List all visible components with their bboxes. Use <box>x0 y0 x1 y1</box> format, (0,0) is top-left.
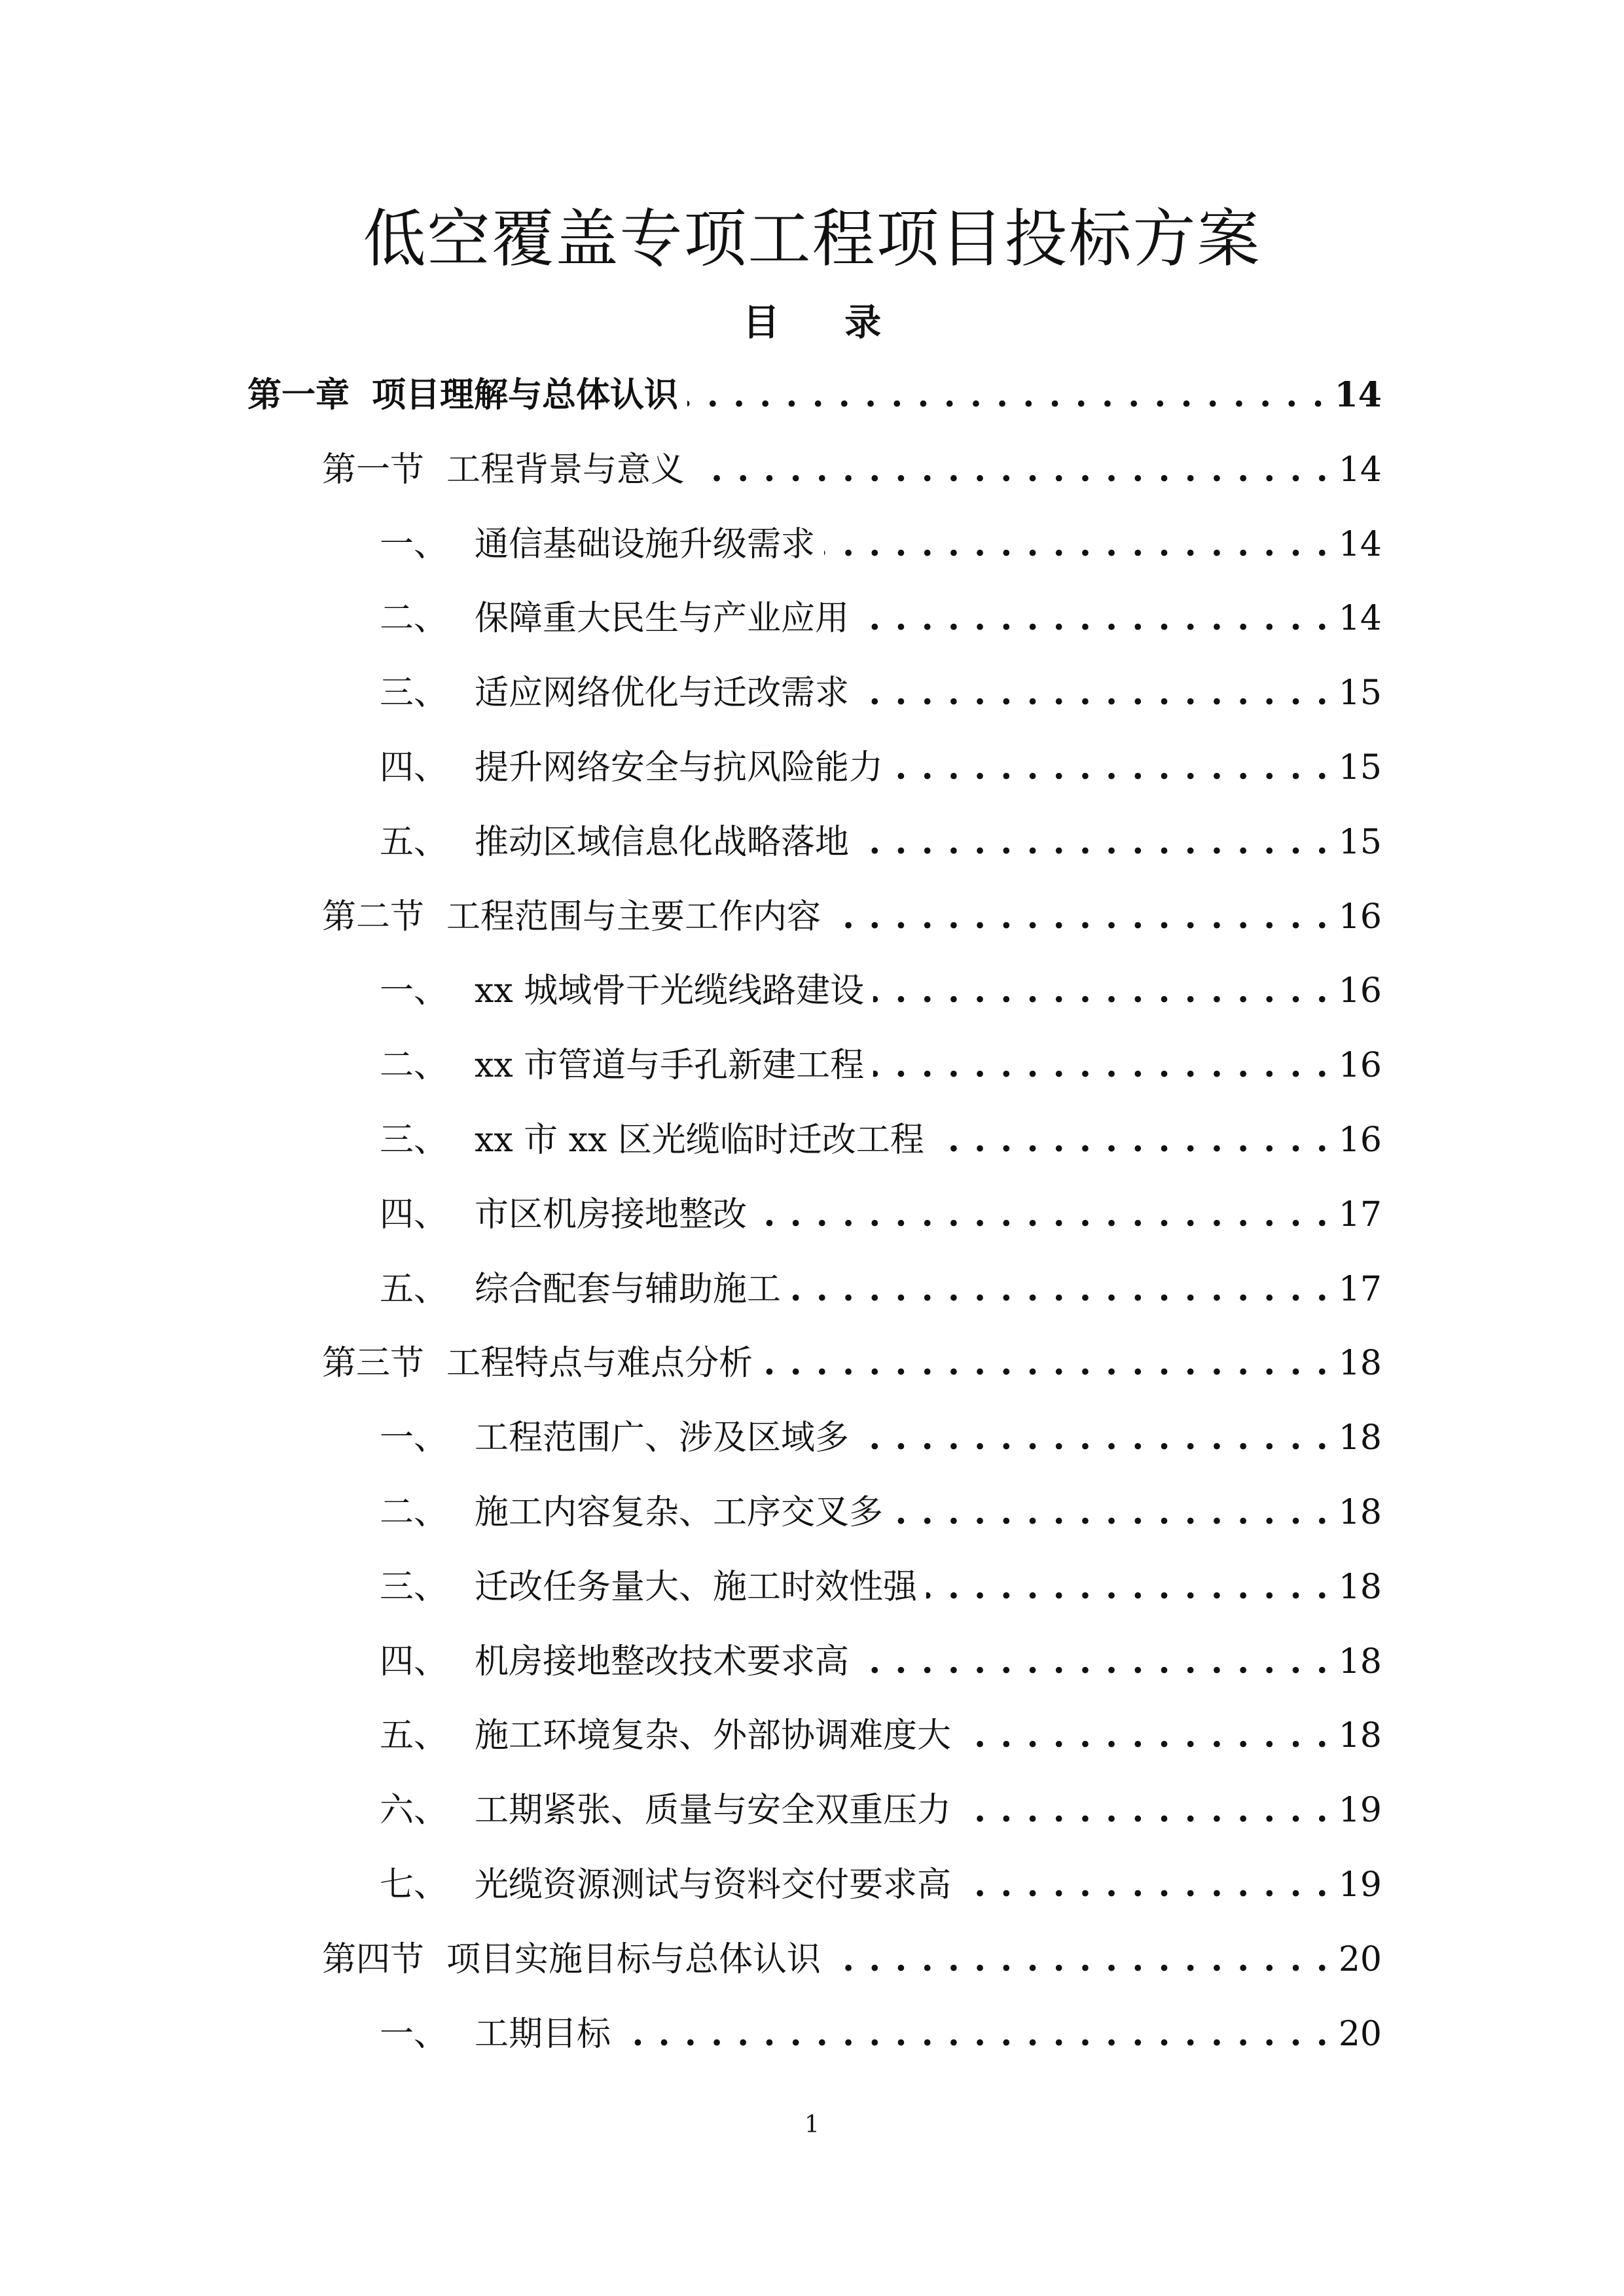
toc-entry-spacer <box>424 889 446 944</box>
toc-entry-page: 15 <box>1338 823 1382 862</box>
toc-entry-number: 一、 <box>380 2015 448 2054</box>
toc-entry-text: 工期紧张、质量与安全双重压力 <box>475 1791 952 1830</box>
toc-entry-page: 16 <box>1338 971 1382 1011</box>
toc-entry[interactable] <box>380 1783 1382 1838</box>
toc-dot-leader <box>933 1113 1329 1168</box>
toc-entry-number: 二、 <box>380 599 448 638</box>
toc-dot-leader <box>858 591 1329 646</box>
toc-entry[interactable] <box>247 368 1382 423</box>
toc-dot-leader <box>960 1783 1329 1838</box>
toc-entry[interactable] <box>322 442 1382 497</box>
toc-dot-leader <box>790 1262 1329 1317</box>
toc-entry-number: 一、 <box>380 1418 448 1458</box>
toc-entry-number: 四、 <box>380 1642 448 1681</box>
toc-dot-leader <box>824 517 1329 572</box>
toc-entry-text: 施工环境复杂、外部协调难度大 <box>475 1716 952 1755</box>
toc-entry-page: 14 <box>1338 525 1382 564</box>
toc-entry[interactable] <box>380 1038 1382 1093</box>
toc-entry-number: 一、 <box>380 525 448 564</box>
toc-entry-number: 五、 <box>380 1716 448 1755</box>
toc-entry-spacer <box>424 1932 446 1987</box>
toc-entry-label <box>322 889 821 944</box>
toc-entry-page: 14 <box>1338 599 1382 638</box>
toc-entry-page: 16 <box>1338 1121 1382 1160</box>
toc-entry-label <box>380 1634 849 1689</box>
toc-dot-leader <box>873 1038 1329 1093</box>
toc-entry-label <box>380 1410 849 1465</box>
toc-entry-number: 一、 <box>380 971 448 1011</box>
toc-entry[interactable] <box>380 517 1382 572</box>
toc-dot-leader <box>694 442 1329 497</box>
toc-entry-label <box>322 1336 753 1391</box>
toc-entry[interactable] <box>322 1336 1382 1391</box>
page-number: 1 <box>804 2111 820 2138</box>
toc-entry-number: 二、 <box>380 1046 448 1085</box>
toc-entry-label <box>380 666 849 721</box>
toc-entry-page: 18 <box>1338 1716 1382 1755</box>
toc-entry-label <box>380 1783 951 1838</box>
toc-entry[interactable] <box>380 1560 1382 1615</box>
toc-entry-number: 四、 <box>380 748 448 787</box>
toc-entry-number: 第一节 <box>322 450 425 490</box>
toc-entry-text: 保障重大民生与产业应用 <box>475 599 850 638</box>
toc-entry-page: 20 <box>1338 1940 1382 1979</box>
toc-entry-spacer <box>350 368 372 423</box>
toc-entry[interactable] <box>380 666 1382 721</box>
toc-dot-leader <box>830 1932 1329 1987</box>
toc-entry[interactable] <box>380 1262 1382 1317</box>
toc-entry-page: 18 <box>1338 1642 1382 1681</box>
toc-entry-text: 适应网络优化与迁改需求 <box>475 673 850 713</box>
toc-entry-page: 16 <box>1338 897 1382 937</box>
toc-entry-number: 二、 <box>380 1493 448 1532</box>
toc-entry-text: xx 市管道与手孔新建工程 <box>475 1046 865 1085</box>
toc-entry[interactable] <box>380 815 1382 870</box>
toc-entry-label <box>380 1187 747 1242</box>
toc-entry-label <box>247 368 678 423</box>
toc-entry-number: 第三节 <box>322 1344 425 1383</box>
toc-entry-number: 三、 <box>380 1121 448 1160</box>
toc-entry-page: 20 <box>1338 2015 1382 2054</box>
toc-dot-leader <box>858 815 1329 870</box>
toc-entry-text: 工期目标 <box>475 2015 611 2054</box>
toc-dot-leader <box>756 1187 1329 1242</box>
toc-entry-label <box>322 1932 821 1987</box>
toc-entry[interactable] <box>380 1113 1382 1168</box>
toc-entry-page: 18 <box>1338 1418 1382 1458</box>
toc-entry-number: 七、 <box>380 1865 448 1905</box>
toc-entry-text: xx 城域骨干光缆线路建设 <box>475 971 865 1011</box>
toc-entry-text: 综合配套与辅助施工 <box>475 1270 782 1309</box>
toc-entry-text: 通信基础设施升级需求 <box>475 525 816 564</box>
toc-entry-number: 第二节 <box>322 897 425 937</box>
toc-entry-text: 推动区域信息化战略落地 <box>475 823 850 862</box>
toc-entry[interactable] <box>380 591 1382 646</box>
toc-dot-leader <box>926 1560 1329 1615</box>
toc-entry-spacer <box>424 442 446 497</box>
toc-entry-page: 18 <box>1338 1493 1382 1532</box>
toc-entry[interactable] <box>380 1410 1382 1465</box>
toc-entry-text: 工程范围广、涉及区域多 <box>475 1418 850 1458</box>
toc-entry-text: 施工内容复杂、工序交叉多 <box>475 1493 884 1532</box>
toc-entry[interactable] <box>322 889 1382 944</box>
toc-entry-page: 19 <box>1338 1865 1382 1905</box>
toc-entry-label <box>380 1485 883 1540</box>
toc-entry-page: 17 <box>1338 1195 1382 1234</box>
toc-entry-number: 第一章 <box>247 375 350 415</box>
toc-entry-page: 17 <box>1338 1270 1382 1309</box>
toc-dot-leader <box>960 1708 1329 1763</box>
toc-entry[interactable] <box>322 1932 1382 1987</box>
toc-dot-leader <box>858 1634 1329 1689</box>
toc-entry[interactable] <box>380 2007 1382 2062</box>
toc-entry[interactable] <box>380 740 1382 795</box>
toc-dot-leader <box>892 740 1329 795</box>
toc-entry-label <box>322 442 685 497</box>
toc-entry-label <box>380 1038 864 1093</box>
toc-entry-number: 六、 <box>380 1791 448 1830</box>
toc-entry-label <box>380 815 849 870</box>
toc-entry-label <box>380 1560 917 1615</box>
toc-entry-page: 14 <box>1334 375 1382 415</box>
toc-entry-text: 提升网络安全与抗风险能力 <box>475 748 884 787</box>
toc-dot-leader <box>960 1857 1329 1912</box>
toc-entry[interactable] <box>380 1857 1382 1912</box>
toc-entry-number: 四、 <box>380 1195 448 1234</box>
toc-entry-text: 工程范围与主要工作内容 <box>446 897 821 937</box>
toc-entry-label <box>380 2007 611 2062</box>
toc-entry-text: 光缆资源测试与资料交付要求高 <box>475 1865 952 1905</box>
toc-entry-page: 18 <box>1338 1568 1382 1607</box>
toc-entry-label <box>380 1708 951 1763</box>
toc-entry[interactable] <box>380 1187 1382 1242</box>
toc-entry-label <box>380 1262 781 1317</box>
toc-dot-leader <box>873 963 1329 1018</box>
toc-entry-spacer <box>424 1336 446 1391</box>
toc-entry-text: xx 市 xx 区光缆临时迁改工程 <box>475 1121 924 1160</box>
toc-entry-number: 三、 <box>380 673 448 713</box>
toc-entry-number: 第四节 <box>322 1940 425 1979</box>
toc-dot-leader <box>892 1485 1329 1540</box>
toc-dot-leader <box>858 666 1329 721</box>
toc-entry-number: 五、 <box>380 1270 448 1309</box>
toc-entry-number: 三、 <box>380 1568 448 1607</box>
toc-entry-label <box>380 591 849 646</box>
toc-entry-page: 15 <box>1338 748 1382 787</box>
toc-dot-leader <box>687 368 1326 423</box>
toc-entry[interactable] <box>380 1708 1382 1763</box>
toc-entry-label <box>380 963 864 1018</box>
toc-entry-text: 项目实施目标与总体认识 <box>446 1940 821 1979</box>
document-title: 低空覆盖专项工程项目投标方案 <box>363 202 1261 276</box>
toc-entry-text: 项目理解与总体认识 <box>372 375 679 415</box>
toc-entry-page: 19 <box>1338 1791 1382 1830</box>
toc-dot-leader <box>830 889 1329 944</box>
toc-dot-leader <box>762 1336 1329 1391</box>
toc-entry-label <box>380 517 815 572</box>
toc-entry-text: 迁改任务量大、施工时效性强 <box>475 1568 918 1607</box>
toc-entry-label <box>380 740 883 795</box>
toc-entry-label <box>380 1857 951 1912</box>
toc-entry-text: 工程特点与难点分析 <box>446 1344 753 1383</box>
toc-entry-page: 16 <box>1338 1046 1382 1085</box>
toc-dot-leader <box>620 2007 1329 2062</box>
toc-entry-text: 工程背景与意义 <box>446 450 685 490</box>
toc-entry[interactable] <box>380 1485 1382 1540</box>
toc-entry[interactable] <box>380 963 1382 1018</box>
toc-entry-text: 市区机房接地整改 <box>475 1195 748 1234</box>
toc-entry-page: 15 <box>1338 673 1382 713</box>
toc-heading: 目 录 <box>742 301 908 344</box>
toc-entry-label <box>380 1113 924 1168</box>
toc-dot-leader <box>858 1410 1329 1465</box>
toc-entry-number: 五、 <box>380 823 448 862</box>
toc-entry-text: 机房接地整改技术要求高 <box>475 1642 850 1681</box>
toc-entry-page: 14 <box>1338 450 1382 490</box>
toc-entry[interactable] <box>380 1634 1382 1689</box>
toc-entry-page: 18 <box>1338 1344 1382 1383</box>
